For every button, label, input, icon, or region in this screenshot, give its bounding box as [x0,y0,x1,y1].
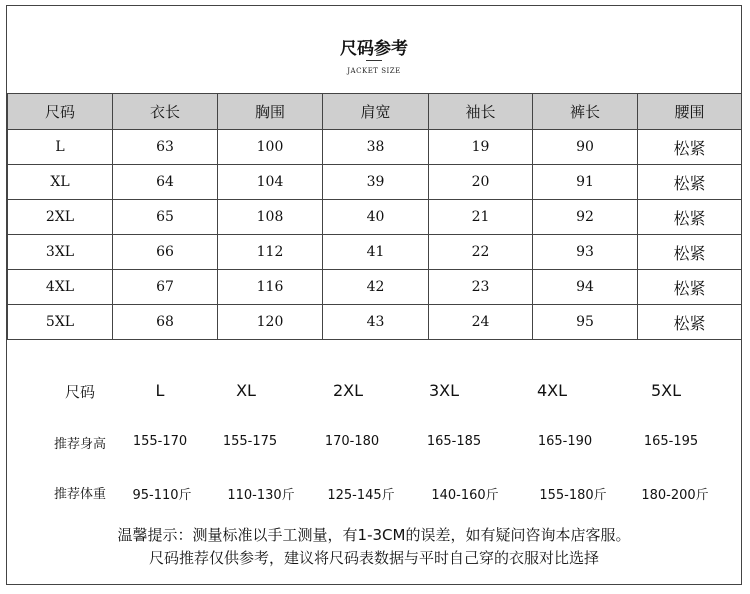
table-cell: 93 [533,235,638,270]
chart-subtitle: JACKET SIZE [347,67,401,75]
table-cell: 4XL [8,270,113,305]
table-cell: 92 [533,200,638,235]
chart-title: 尺码参考 [340,39,408,59]
table-cell: 39 [323,165,429,200]
table-cell: 松紧 [638,235,742,270]
table-cell: 5XL [8,305,113,340]
table-cell: 23 [429,270,533,305]
recommend-weight: 110-130斤 [227,488,295,503]
table-cell: 24 [429,305,533,340]
recommend-size-label: 尺码 [64,383,96,401]
table-header-row [8,94,742,130]
recommend-size: 2XL [332,381,364,400]
table-cell: 松紧 [638,305,742,340]
table-cell: 116 [218,270,323,305]
table-cell: 43 [323,305,429,340]
recommend-size: L [155,381,165,400]
header-chest: 胸围 [218,94,323,130]
table-cell: 40 [323,200,429,235]
table-cell: L [8,130,113,165]
recommend-height-row [7,434,741,458]
header-pants-length: 裤长 [533,94,638,130]
header-waist: 腰围 [638,94,742,130]
recommend-weight-row [7,484,741,508]
table-row [8,200,742,235]
header-size: 尺码 [8,94,113,130]
table-cell: 64 [113,165,218,200]
table-cell: 63 [113,130,218,165]
table-cell: 19 [429,130,533,165]
table-cell: 松紧 [638,270,742,305]
table-cell: 120 [218,305,323,340]
table-row [8,305,742,340]
table-row [8,270,742,305]
table-cell: 108 [218,200,323,235]
table-cell: 20 [429,165,533,200]
table-cell: 100 [218,130,323,165]
title-block [7,6,741,93]
recommend-weight: 140-160斤 [431,488,499,503]
header-shoulder: 肩宽 [323,94,429,130]
size-table [7,93,742,340]
recommend-height: 170-180 [324,434,380,449]
table-cell: 松紧 [638,130,742,165]
recommend-height-label: 推荐身高 [53,437,107,452]
table-cell: 68 [113,305,218,340]
title-divider [366,60,382,61]
table-cell: 95 [533,305,638,340]
recommend-height: 165-190 [537,434,593,449]
table-cell: 66 [113,235,218,270]
recommend-size: 5XL [650,381,682,400]
table-cell: 22 [429,235,533,270]
table-cell: 38 [323,130,429,165]
recommend-height: 165-195 [643,434,699,449]
table-row [8,235,742,270]
recommend-weight: 180-200斤 [641,488,709,503]
header-length: 衣长 [113,94,218,130]
table-cell: 41 [323,235,429,270]
recommend-height: 155-170 [132,434,188,449]
table-cell: 42 [323,270,429,305]
recommend-size: 3XL [428,381,460,400]
tip-note-line2: 尺码推荐仅供参考，建议将尺码表数据与平时自己穿的衣服对比选择 [148,549,599,567]
table-cell: 65 [113,200,218,235]
table-cell: XL [8,165,113,200]
recommend-height: 165-185 [426,434,482,449]
table-cell: 90 [533,130,638,165]
tip-note-line1: 温馨提示：测量标准以手工测量，有1-3CM的误差，如有疑问咨询本店客服。 [117,526,631,544]
table-row [8,130,742,165]
recommend-size-row [7,381,741,405]
table-cell: 21 [429,200,533,235]
table-cell: 67 [113,270,218,305]
table-cell: 91 [533,165,638,200]
recommendation-section [7,344,741,586]
header-sleeve: 袖长 [429,94,533,130]
recommend-weight: 95-110斤 [132,488,192,503]
table-row [8,165,742,200]
recommend-size: 4XL [536,381,568,400]
recommend-weight: 125-145斤 [327,488,395,503]
table-cell: 112 [218,235,323,270]
table-cell: 3XL [8,235,113,270]
table-cell: 松紧 [638,200,742,235]
recommend-height: 155-175 [222,434,278,449]
table-cell: 2XL [8,200,113,235]
table-cell: 松紧 [638,165,742,200]
table-cell: 104 [218,165,323,200]
recommend-size: XL [236,381,256,400]
recommend-weight-label: 推荐体重 [53,487,107,502]
table-cell: 94 [533,270,638,305]
size-chart-frame [6,5,742,585]
recommend-weight: 155-180斤 [539,488,607,503]
